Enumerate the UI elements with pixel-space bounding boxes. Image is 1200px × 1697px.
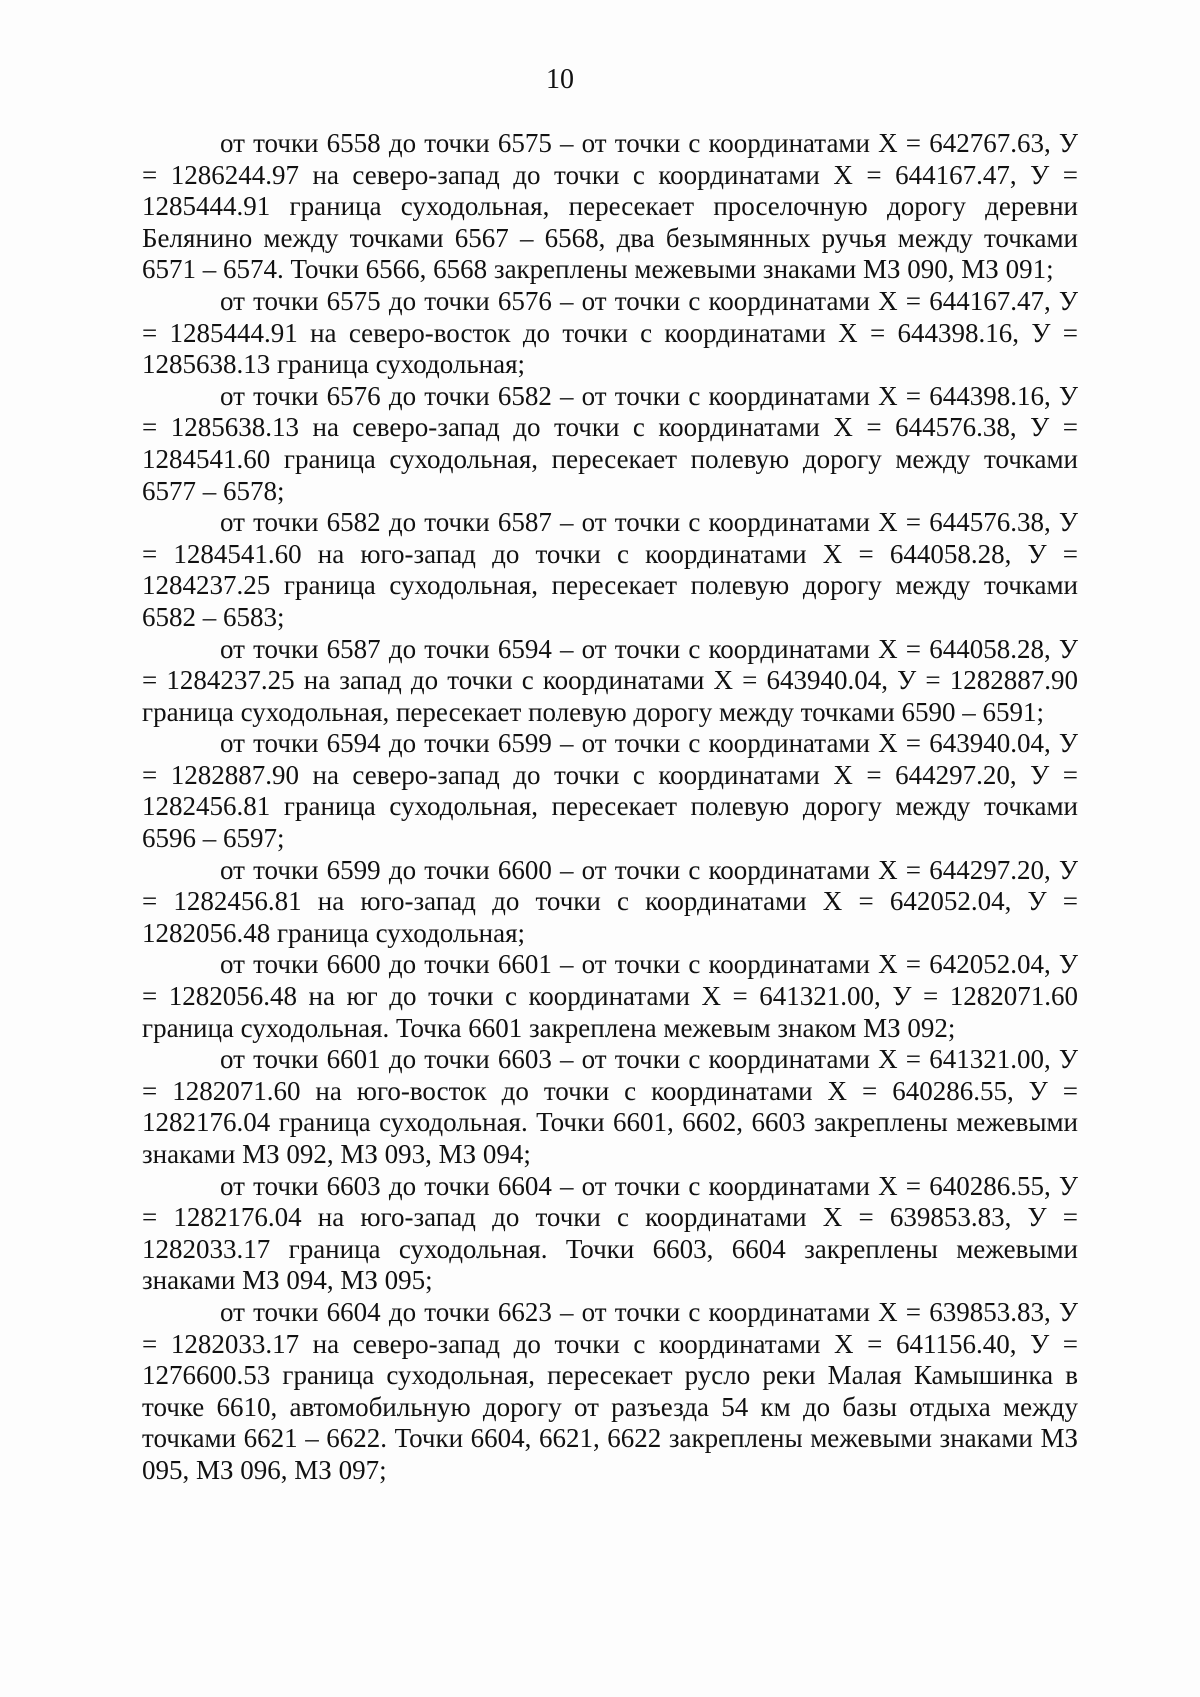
boundary-description-text: [142, 128, 1078, 1487]
paragraph-boundary-6594-6599: от точки 6594 до точки 6599 – от точки с координатами Х = 643940.04, У = 1282887.90 на северо-запад до точки с координатами Х = 644297.20, У = 1282456.81 граница суходольная, пересекает полевую дорогу между точками 6596 – 6597;: [142, 728, 1078, 854]
paragraph-boundary-6576-6582: от точки 6576 до точки 6582 – от точки с координатами Х = 644398.16, У = 1285638.13 на северо-запад до точки с координатами Х = 644576.38, У = 1284541.60 граница суходольная, пересекает полевую дорогу между точками 6577 – 6578;: [142, 380, 1078, 506]
paragraph-boundary-6604-6623: от точки 6604 до точки 6623 – от точки с координатами Х = 639853.83, У = 1282033.17 на северо-запад до точки с координатами Х = 641156.40, У = 1276600.53 граница суходольная, пересекает русло реки Малая Камышинка в точке 6610, автомобильную дорогу от разъезда 54 км до базы отдыха между точками 6621 – 6622. Точки 6604, 6621, 6622 закреплены межевыми знаками МЗ 095, МЗ 096, МЗ 097;: [142, 1296, 1078, 1485]
page-number: 10: [546, 64, 574, 95]
paragraph-boundary-6600-6601: от точки 6600 до точки 6601 – от точки с координатами Х = 642052.04, У = 1282056.48 на юг до точки с координатами Х = 641321.00, У = 1282071.60 граница суходольная. Точка 6601 закреплена межевым знаком МЗ 092;: [142, 949, 1078, 1043]
paragraph-boundary-6599-6600: от точки 6599 до точки 6600 – от точки с координатами Х = 644297.20, У = 1282456.81 на юго-запад до точки с координатами Х = 642052.04, У = 1282056.48 граница суходольная;: [142, 854, 1078, 948]
paragraph-boundary-6601-6603: от точки 6601 до точки 6603 – от точки с координатами Х = 641321.00, У = 1282071.60 на юго-восток до точки с координатами Х = 640286.55, У = 1282176.04 граница суходольная. Точки 6601, 6602, 6603 закреплены межевыми знаками МЗ 092, МЗ 093, МЗ 094;: [142, 1044, 1078, 1169]
paragraph-boundary-6603-6604: от точки 6603 до точки 6604 – от точки с координатами Х = 640286.55, У = 1282176.04 на юго-запад до точки с координатами Х = 639853.83, У = 1282033.17 граница суходольная. Точки 6603, 6604 закреплены межевыми знаками МЗ 094, МЗ 095;: [142, 1170, 1078, 1296]
paragraph-boundary-6575-6576: от точки 6575 до точки 6576 – от точки с координатами Х = 644167.47, У = 1285444.91 на северо-восток до точки с координатами Х = 644398.16, У = 1285638.13 граница суходольная;: [142, 285, 1078, 380]
paragraph-boundary-6558-6575: от точки 6558 до точки 6575 – от точки с координатами Х = 642767.63, У = 1286244.97 на северо-запад до точки с координатами Х = 644167.47, У = 1285444.91 граница суходольная, пересекает проселочную дорогу деревни Белянино между точками 6567 – 6568, два безымянных ручья между точками 6571 – 6574. Точки 6566, 6568 закреплены межевыми знаками МЗ 090, МЗ 091;: [142, 128, 1078, 285]
paragraph-boundary-6582-6587: от точки 6582 до точки 6587 – от точки с координатами Х = 644576.38, У = 1284541.60 на юго-запад до точки с координатами Х = 644058.28, У = 1284237.25 граница суходольная, пересекает полевую дорогу между точками 6582 – 6583;: [142, 507, 1078, 632]
paragraph-boundary-6587-6594: от точки 6587 до точки 6594 – от точки с координатами Х = 644058.28, У = 1284237.25 на запад до точки с координатами Х = 643940.04, У = 1282887.90 граница суходольная, пересекает полевую дорогу между точками 6590 – 6591;: [142, 633, 1078, 727]
